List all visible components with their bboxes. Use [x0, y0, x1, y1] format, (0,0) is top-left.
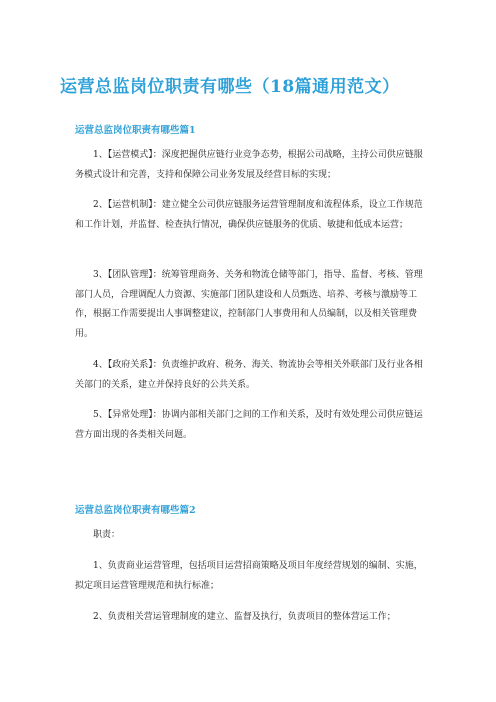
- document-title: 运营总监岗位职责有哪些（18篇通用范文）: [60, 77, 400, 97]
- section-1-paragraph-1: 1、【运营模式】：深度把握供应链行业竞争态势，根据公司战略，主持公司供应链服务模式设计和完善，支持和保障公司业务发展及经营目标的实现；: [75, 150, 423, 180]
- section-2-heading: 运营总监岗位职责有哪些篇2: [75, 505, 196, 516]
- section-2-paragraph-2: 1、负责商业运营管理，包括项目运营招商策略及项目年度经营规划的编制、实施，拟定项目运营管理规范和执行标准；: [75, 561, 423, 591]
- section-1-paragraph-2: 2、【运营机制】：建立健全公司供应链服务运营管理制度和流程体系，设立工作规范和工作计划，并监督、检查执行情况，确保供应链服务的优质、敏捷和低成本运营；: [75, 200, 423, 230]
- section-1-paragraph-3: 3、【团队管理】：统筹管理商务、关务和物流仓储等部门，指导、监督、考核、管理部门人员，合理调配人力资源、实施部门团队建设和人员甄选、培养、考核与激励等工作，根据工作需要提出人事调整建议，控制部门人事费用和人员编制，以及相关管理费用。: [75, 270, 423, 339]
- section-2-paragraph-3: 2、负责相关营运管理制度的建立、监督及执行，负责项目的整体营运工作；: [93, 612, 396, 622]
- section-2-paragraph-1: 职责：: [93, 530, 121, 540]
- section-1-paragraph-4: 4、【政府关系】：负责维护政府、税务、海关、物流协会等相关外联部门及行业各相关部门的关系，建立并保持良好的公共关系。: [75, 360, 423, 390]
- section-1-heading: 运营总监岗位职责有哪些篇1: [75, 125, 196, 136]
- section-1-paragraph-5: 5、【异常处理】：协调内部相关部门之间的工作和关系，及时有效处理公司供应链运营方面出现的各类相关问题。: [75, 410, 423, 440]
